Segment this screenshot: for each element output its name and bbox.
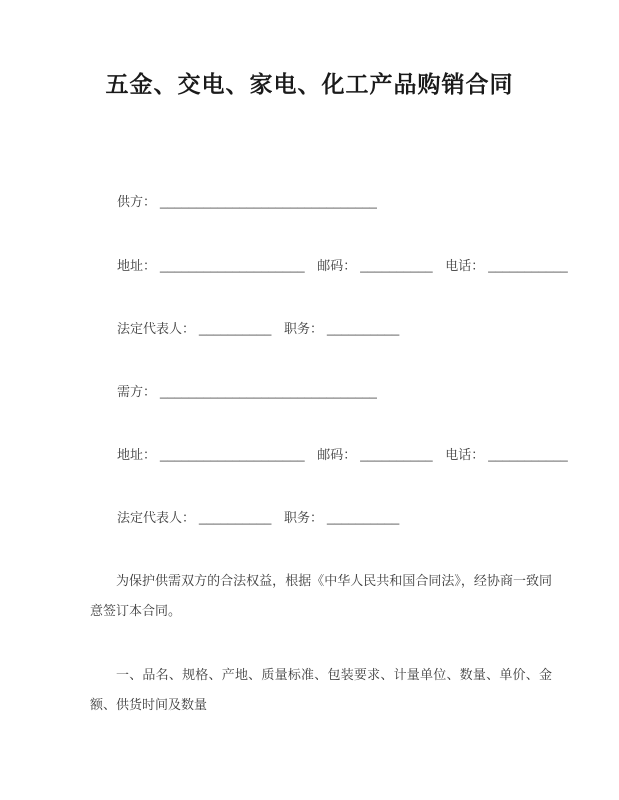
buyer-address-label: 地址： <box>117 447 157 462</box>
buyer-phone-blank: ___________ <box>488 447 568 462</box>
supplier-row <box>117 193 377 210</box>
buyer-address-field <box>117 447 308 462</box>
buyer-address-blank: ____________________ <box>160 447 305 462</box>
buyer-postal-field <box>317 447 436 462</box>
supplier-phone-label: 电话： <box>445 258 485 273</box>
supplier-address-label: 地址： <box>117 258 157 273</box>
supplier-address-blank: ____________________ <box>160 258 305 273</box>
buyer-postal-label: 邮码： <box>317 447 357 462</box>
supplier-postal-field <box>317 258 436 273</box>
buyer-field <box>117 384 377 399</box>
supplier-phone-field <box>445 258 568 273</box>
supplier-postal-label: 邮码： <box>317 258 357 273</box>
supplier-job-title-field <box>284 321 399 336</box>
supplier-legal-rep-label: 法定代表人： <box>117 321 196 336</box>
buyer-label: 需方： <box>117 384 157 399</box>
supplier-address-field <box>117 258 308 273</box>
buyer-blank: ______________________________ <box>160 384 377 399</box>
buyer-job-title-field <box>284 510 399 525</box>
buyer-phone-field <box>445 447 568 462</box>
supplier-blank: ______________________________ <box>160 194 377 209</box>
supplier-legal-rep-field <box>117 321 275 336</box>
buyer-legal-rep-blank: __________ <box>199 510 272 525</box>
supplier-job-title-blank: __________ <box>326 321 400 336</box>
supplier-legal-row <box>117 320 399 337</box>
buyer-job-title-label: 职务： <box>283 510 323 525</box>
buyer-legal-row <box>117 509 399 526</box>
supplier-address-row <box>117 257 568 274</box>
supplier-phone-blank: ___________ <box>488 258 568 273</box>
buyer-address-row <box>117 446 568 463</box>
supplier-job-title-label: 职务： <box>283 321 323 336</box>
buyer-legal-rep-field <box>117 510 275 525</box>
buyer-legal-rep-label: 法定代表人： <box>117 510 196 525</box>
supplier-postal-blank: __________ <box>360 258 433 273</box>
supplier-legal-rep-blank: __________ <box>199 321 272 336</box>
buyer-phone-label: 电话： <box>445 447 485 462</box>
buyer-postal-blank: __________ <box>360 447 433 462</box>
clause-one-paragraph: 一、品名、规格、产地、质量标准、包装要求、计量单位、数量、单价、金额、供货时间及数量 <box>90 667 552 712</box>
supplier-field <box>117 194 377 209</box>
supplier-label: 供方： <box>117 194 157 209</box>
preamble-paragraph: 为保护供需双方的合法权益，根据《中华人民共和国合同法》，经协商一致同意签订本合同。 <box>90 573 552 618</box>
buyer-job-title-blank: __________ <box>326 510 400 525</box>
document-title: 五金、交电、家电、化工产品购销合同 <box>105 71 514 97</box>
buyer-row <box>117 383 377 400</box>
